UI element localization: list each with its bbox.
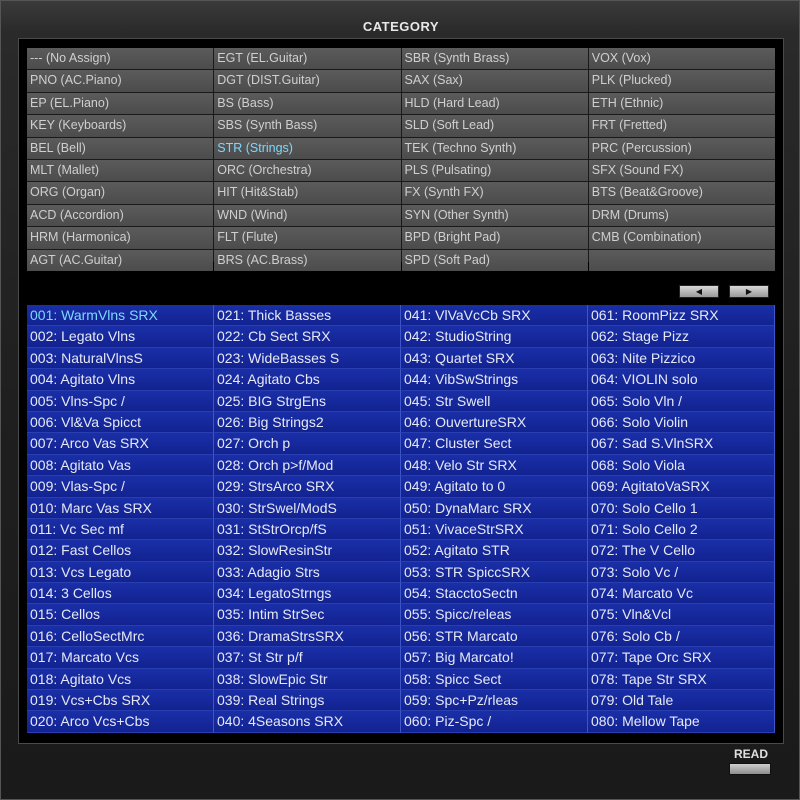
category-item[interactable]: SBR (Synth Brass)	[402, 48, 588, 69]
program-item[interactable]: 062: Stage Pizz	[588, 326, 775, 347]
program-item[interactable]: 043: Quartet SRX	[401, 348, 588, 369]
program-item[interactable]: 018: Agitato Vcs	[27, 669, 214, 690]
category-item[interactable]: KEY (Keyboards)	[27, 115, 213, 136]
program-item[interactable]: 002: Legato Vlns	[27, 326, 214, 347]
category-item[interactable]: SPD (Soft Pad)	[402, 250, 588, 271]
window-title: CATEGORY	[362, 19, 440, 34]
program-item[interactable]: 035: Intim StrSec	[214, 604, 401, 625]
program-item[interactable]: 017: Marcato Vcs	[27, 647, 214, 668]
program-item[interactable]: 046: OuvertureSRX	[401, 412, 588, 433]
program-item[interactable]: 065: Solo Vln /	[588, 391, 775, 412]
left-arrow-icon: ◀	[695, 286, 703, 296]
category-item[interactable]: DGT (DIST.Guitar)	[214, 70, 400, 91]
category-item[interactable]: PRC (Percussion)	[589, 138, 775, 159]
program-item[interactable]: 045: Str Swell	[401, 391, 588, 412]
program-item[interactable]: 006: Vl&Va Spicct	[27, 412, 214, 433]
program-item[interactable]: 075: Vln&Vcl	[588, 604, 775, 625]
category-item[interactable]: EP (EL.Piano)	[27, 93, 213, 114]
right-arrow-icon: ▶	[745, 286, 753, 296]
program-item[interactable]: 076: Solo Cb /	[588, 626, 775, 647]
category-item[interactable]: MLT (Mallet)	[27, 160, 213, 181]
program-item[interactable]: 040: 4Seasons SRX	[214, 711, 401, 732]
program-item[interactable]: 057: Big Marcato!	[401, 647, 588, 668]
category-item[interactable]: SAX (Sax)	[402, 70, 588, 91]
program-item[interactable]: 042: StudioString	[401, 326, 588, 347]
program-item[interactable]: 011: Vc Sec mf	[27, 519, 214, 540]
program-item[interactable]: 029: StrsArco SRX	[214, 476, 401, 497]
program-item[interactable]: 044: VibSwStrings	[401, 369, 588, 390]
program-item[interactable]: 058: Spicc Sect	[401, 669, 588, 690]
program-item[interactable]: 072: The V Cello	[588, 540, 775, 561]
program-item[interactable]: 010: Marc Vas SRX	[27, 498, 214, 519]
read-button[interactable]	[729, 763, 771, 775]
category-item[interactable]: CMB (Combination)	[589, 227, 775, 248]
program-item[interactable]: 030: StrSwel/ModS	[214, 498, 401, 519]
program-item[interactable]: 009: Vlas-Spc /	[27, 476, 214, 497]
program-item[interactable]: 020: Arco Vcs+Cbs	[27, 711, 214, 732]
program-item[interactable]: 079: Old Tale	[588, 690, 775, 711]
program-item[interactable]: 063: Nite Pizzico	[588, 348, 775, 369]
program-item[interactable]: 013: Vcs Legato	[27, 562, 214, 583]
program-item[interactable]: 007: Arco Vas SRX	[27, 433, 214, 454]
program-item[interactable]: 022: Cb Sect SRX	[214, 326, 401, 347]
program-item[interactable]: 012: Fast Cellos	[27, 540, 214, 561]
category-item[interactable]: FRT (Fretted)	[589, 115, 775, 136]
category-item[interactable]: ETH (Ethnic)	[589, 93, 775, 114]
category-item[interactable]: FLT (Flute)	[214, 227, 400, 248]
category-item[interactable]: SLD (Soft Lead)	[402, 115, 588, 136]
category-item[interactable]: --- (No Assign)	[27, 48, 213, 69]
category-item[interactable]: SYN (Other Synth)	[402, 205, 588, 226]
program-item[interactable]: 004: Agitato Vlns	[27, 369, 214, 390]
program-item[interactable]: 069: AgitatoVaSRX	[588, 476, 775, 497]
program-item[interactable]: 024: Agitato Cbs	[214, 369, 401, 390]
program-item[interactable]: 001: WarmVlns SRX	[27, 305, 214, 326]
prev-page-button[interactable]	[679, 285, 719, 298]
category-item[interactable]: DRM (Drums)	[589, 205, 775, 226]
program-item[interactable]: 050: DynaMarc SRX	[401, 498, 588, 519]
category-item[interactable]: TEK (Techno Synth)	[402, 138, 588, 159]
program-item[interactable]: 047: Cluster Sect	[401, 433, 588, 454]
program-item[interactable]: 061: RoomPizz SRX	[588, 305, 775, 326]
category-item[interactable]: ACD (Accordion)	[27, 205, 213, 226]
program-item[interactable]: 003: NaturalVlnsS	[27, 348, 214, 369]
program-item[interactable]: 034: LegatoStrngs	[214, 583, 401, 604]
program-item[interactable]: 014: 3 Cellos	[27, 583, 214, 604]
program-item[interactable]: 015: Cellos	[27, 604, 214, 625]
category-item[interactable]: AGT (AC.Guitar)	[27, 250, 213, 271]
program-item[interactable]: 039: Real Strings	[214, 690, 401, 711]
category-item[interactable]: EGT (EL.Guitar)	[214, 48, 400, 69]
program-item[interactable]: 032: SlowResinStr	[214, 540, 401, 561]
program-item[interactable]: 027: Orch p	[214, 433, 401, 454]
program-item[interactable]: 052: Agitato STR	[401, 540, 588, 561]
program-item[interactable]: 037: St Str p/f	[214, 647, 401, 668]
program-item[interactable]: 026: Big Strings2	[214, 412, 401, 433]
category-grid	[27, 48, 775, 267]
program-item[interactable]: 031: StStrOrcp/fS	[214, 519, 401, 540]
category-item[interactable]: ORG (Organ)	[27, 182, 213, 203]
category-item[interactable]: SBS (Synth Bass)	[214, 115, 400, 136]
program-item[interactable]: 064: VIOLIN solo	[588, 369, 775, 390]
program-item[interactable]: 033: Adagio Strs	[214, 562, 401, 583]
program-item[interactable]: 056: STR Marcato	[401, 626, 588, 647]
category-cell-empty	[589, 250, 775, 271]
category-item[interactable]: VOX (Vox)	[589, 48, 775, 69]
program-item[interactable]: 008: Agitato Vas	[27, 455, 214, 476]
program-item[interactable]: 028: Orch p>f/Mod	[214, 455, 401, 476]
program-grid	[27, 305, 775, 733]
program-item[interactable]: 038: SlowEpic Str	[214, 669, 401, 690]
program-item[interactable]: 073: Solo Vc /	[588, 562, 775, 583]
read-label: READ	[733, 747, 768, 761]
program-item[interactable]: 055: Spicc/releas	[401, 604, 588, 625]
program-item[interactable]: 067: Sad S.VlnSRX	[588, 433, 775, 454]
next-page-button[interactable]	[729, 285, 769, 298]
category-item[interactable]: PNO (AC.Piano)	[27, 70, 213, 91]
program-item[interactable]: 068: Solo Viola	[588, 455, 775, 476]
program-item[interactable]: 048: Velo Str SRX	[401, 455, 588, 476]
category-item[interactable]: ORC (Orchestra)	[214, 160, 400, 181]
program-item[interactable]: 080: Mellow Tape	[588, 711, 775, 732]
category-item[interactable]: HRM (Harmonica)	[27, 227, 213, 248]
category-item[interactable]: BTS (Beat&Groove)	[589, 182, 775, 203]
category-item[interactable]: BEL (Bell)	[27, 138, 213, 159]
program-item[interactable]: 016: CelloSectMrc	[27, 626, 214, 647]
category-item[interactable]: BS (Bass)	[214, 93, 400, 114]
category-item[interactable]: PLS (Pulsating)	[402, 160, 588, 181]
category-item[interactable]: SFX (Sound FX)	[589, 160, 775, 181]
category-item[interactable]: BRS (AC.Brass)	[214, 250, 400, 271]
program-item[interactable]: 070: Solo Cello 1	[588, 498, 775, 519]
program-item[interactable]: 066: Solo Violin	[588, 412, 775, 433]
program-item[interactable]: 078: Tape Str SRX	[588, 669, 775, 690]
program-item[interactable]: 025: BIG StrgEns	[214, 391, 401, 412]
program-item[interactable]: 019: Vcs+Cbs SRX	[27, 690, 214, 711]
program-item[interactable]: 049: Agitato to 0	[401, 476, 588, 497]
program-item[interactable]: 060: Piz-Spc /	[401, 711, 588, 732]
category-item[interactable]: HIT (Hit&Stab)	[214, 182, 400, 203]
category-item[interactable]: PLK (Plucked)	[589, 70, 775, 91]
category-item[interactable]: STR (Strings)	[214, 138, 400, 159]
category-item[interactable]: FX (Synth FX)	[402, 182, 588, 203]
program-item[interactable]: 053: STR SpiccSRX	[401, 562, 588, 583]
program-item[interactable]: 021: Thick Basses	[214, 305, 401, 326]
program-item[interactable]: 036: DramaStrsSRX	[214, 626, 401, 647]
program-item[interactable]: 023: WideBasses S	[214, 348, 401, 369]
category-item[interactable]: BPD (Bright Pad)	[402, 227, 588, 248]
program-item[interactable]: 059: Spc+Pz/rleas	[401, 690, 588, 711]
program-item[interactable]: 041: VlVaVcCb SRX	[401, 305, 588, 326]
program-item[interactable]: 074: Marcato Vc	[588, 583, 775, 604]
program-item[interactable]: 077: Tape Orc SRX	[588, 647, 775, 668]
program-item[interactable]: 005: Vlns-Spc /	[27, 391, 214, 412]
program-item[interactable]: 071: Solo Cello 2	[588, 519, 775, 540]
category-item[interactable]: WND (Wind)	[214, 205, 400, 226]
category-item[interactable]: HLD (Hard Lead)	[402, 93, 588, 114]
program-item[interactable]: 054: StacctoSectn	[401, 583, 588, 604]
program-item[interactable]: 051: VivaceStrSRX	[401, 519, 588, 540]
